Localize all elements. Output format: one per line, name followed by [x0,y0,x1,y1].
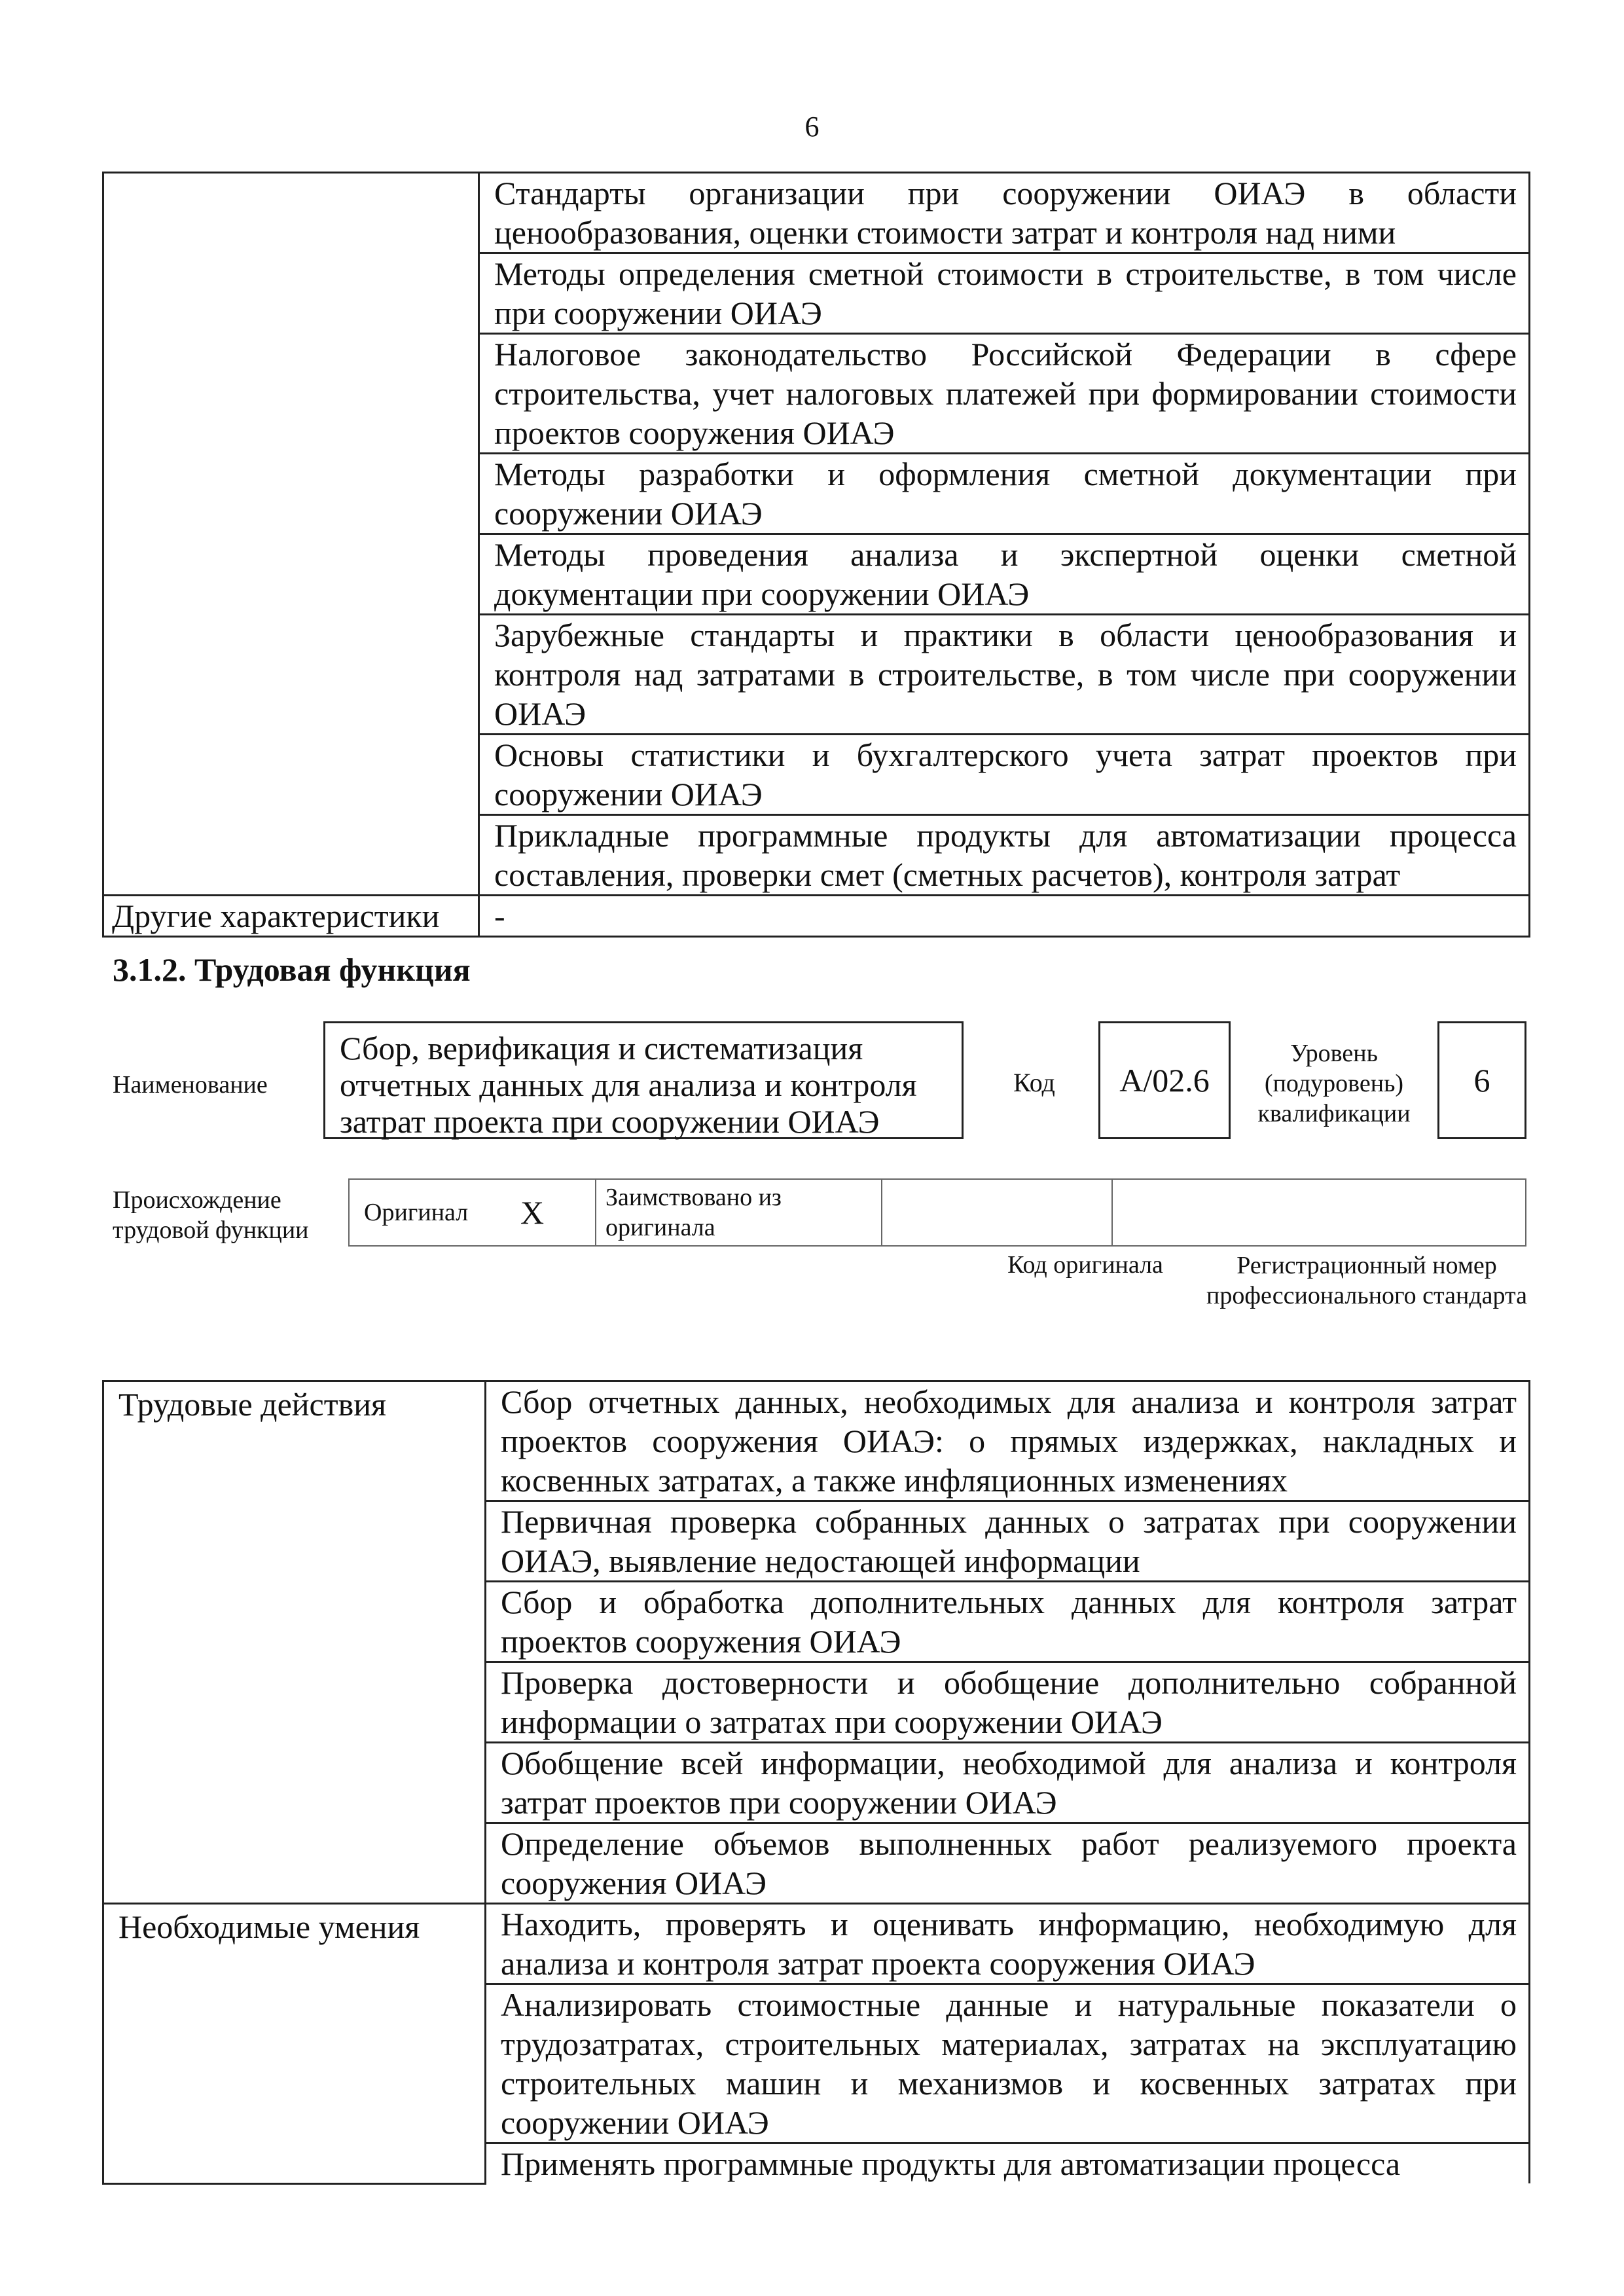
table-row [103,1904,1530,1984]
table-row [349,1179,1526,1246]
origin-table [348,1178,1526,1247]
action-item: Определение объемов выполненных работ реализуемого проекта сооружения ОИАЭ [486,1823,1530,1904]
function-name-value: Сбор, верификация и систематизация отчетных данных для анализа и контроля затрат проекта при сооружении ОИАЭ [323,1021,964,1139]
reg-number-cell [1112,1179,1526,1246]
knowledge-item: Методы разработки и оформления сметной документации при сооружении ОИАЭ [479,454,1530,534]
other-characteristics-value: - [479,896,1530,937]
action-item: Первичная проверка собранных данных о затратах при сооружении ОИАЭ, выявление недостающей информации [486,1501,1530,1582]
table-row [103,173,1530,253]
knowledge-table [102,172,1530,938]
actions-label: Трудовые действия [103,1381,486,1904]
name-label: Наименование [113,1071,268,1099]
original-mark: X [469,1179,596,1246]
origin-label: Происхождение трудовой функции [113,1186,309,1244]
code-original-cell [882,1179,1112,1246]
action-item: Сбор и обработка дополнительных данных для контроля затрат проектов сооружения ОИАЭ [486,1582,1530,1662]
table-row [103,1381,1530,1501]
reg-number-caption: Регистрационный номер профессионального стандарта [1206,1252,1527,1309]
skill-item: Находить, проверять и оценивать информацию, необходимую для анализа и контроля затрат проекта сооружения ОИАЭ [486,1904,1530,1984]
skill-item: Применять программные продукты для автоматизации процесса [486,2143,1530,2184]
other-characteristics-label: Другие характеристики [103,896,479,937]
table-row [103,896,1530,937]
function-code-value: A/02.6 [1098,1021,1231,1139]
knowledge-label-cell [103,173,479,896]
knowledge-item: Методы проведения анализа и экспертной оценки сметной документации при сооружении ОИАЭ [479,534,1530,615]
knowledge-item: Налоговое законодательство Российской Федерации в сфере строительства, учет налоговых платежей при формировании стоимости проектов сооружения ОИАЭ [479,334,1530,454]
action-item: Проверка достоверности и обобщение дополнительно собранной информации о затратах при сооружении ОИАЭ [486,1662,1530,1743]
section-title: 3.1.2. Трудовая функция [113,951,471,988]
skill-item: Анализировать стоимостные данные и натуральные показатели о трудозатратах, строительных материалах, затратах на эксплуатацию строительных машин и механизмов и косвенных затратах при сооружении ОИАЭ [486,1984,1530,2143]
borrowed-label: Заимствовано из оригинала [596,1179,882,1246]
action-item: Обобщение всей информации, необходимой для анализа и контроля затрат проектов при сооружении ОИАЭ [486,1743,1530,1823]
work-table [102,1380,1530,2185]
original-label: Оригинал [349,1179,469,1246]
code-label: Код [1013,1068,1055,1097]
qualification-level-value: 6 [1437,1021,1526,1139]
code-original-caption: Код оригинала [1007,1251,1163,1279]
knowledge-item: Зарубежные стандарты и практики в области ценообразования и контроля над затратами в строительстве, в том числе при сооружении ОИАЭ [479,615,1530,735]
qualification-level-label: Уровень (подуровень) квалификации [1257,1040,1411,1127]
knowledge-item: Основы статистики и бухгалтерского учета затрат проектов при сооружении ОИАЭ [479,735,1530,815]
knowledge-item: Стандарты организации при сооружении ОИАЭ в области ценообразования, оценки стоимости затрат и контроля над ними [479,173,1530,253]
skills-label: Необходимые умения [103,1904,486,2184]
knowledge-item: Методы определения сметной стоимости в строительстве, в том числе при сооружении ОИАЭ [479,253,1530,334]
page-number: 6 [804,111,820,143]
action-item: Сбор отчетных данных, необходимых для анализа и контроля затрат проектов сооружения ОИАЭ: о прямых издержках, накладных и косвенных затратах, а также инфляционных изменениях [486,1381,1530,1501]
knowledge-item: Прикладные программные продукты для автоматизации процесса составления, проверки смет (сметных расчетов), контроля затрат [479,815,1530,896]
